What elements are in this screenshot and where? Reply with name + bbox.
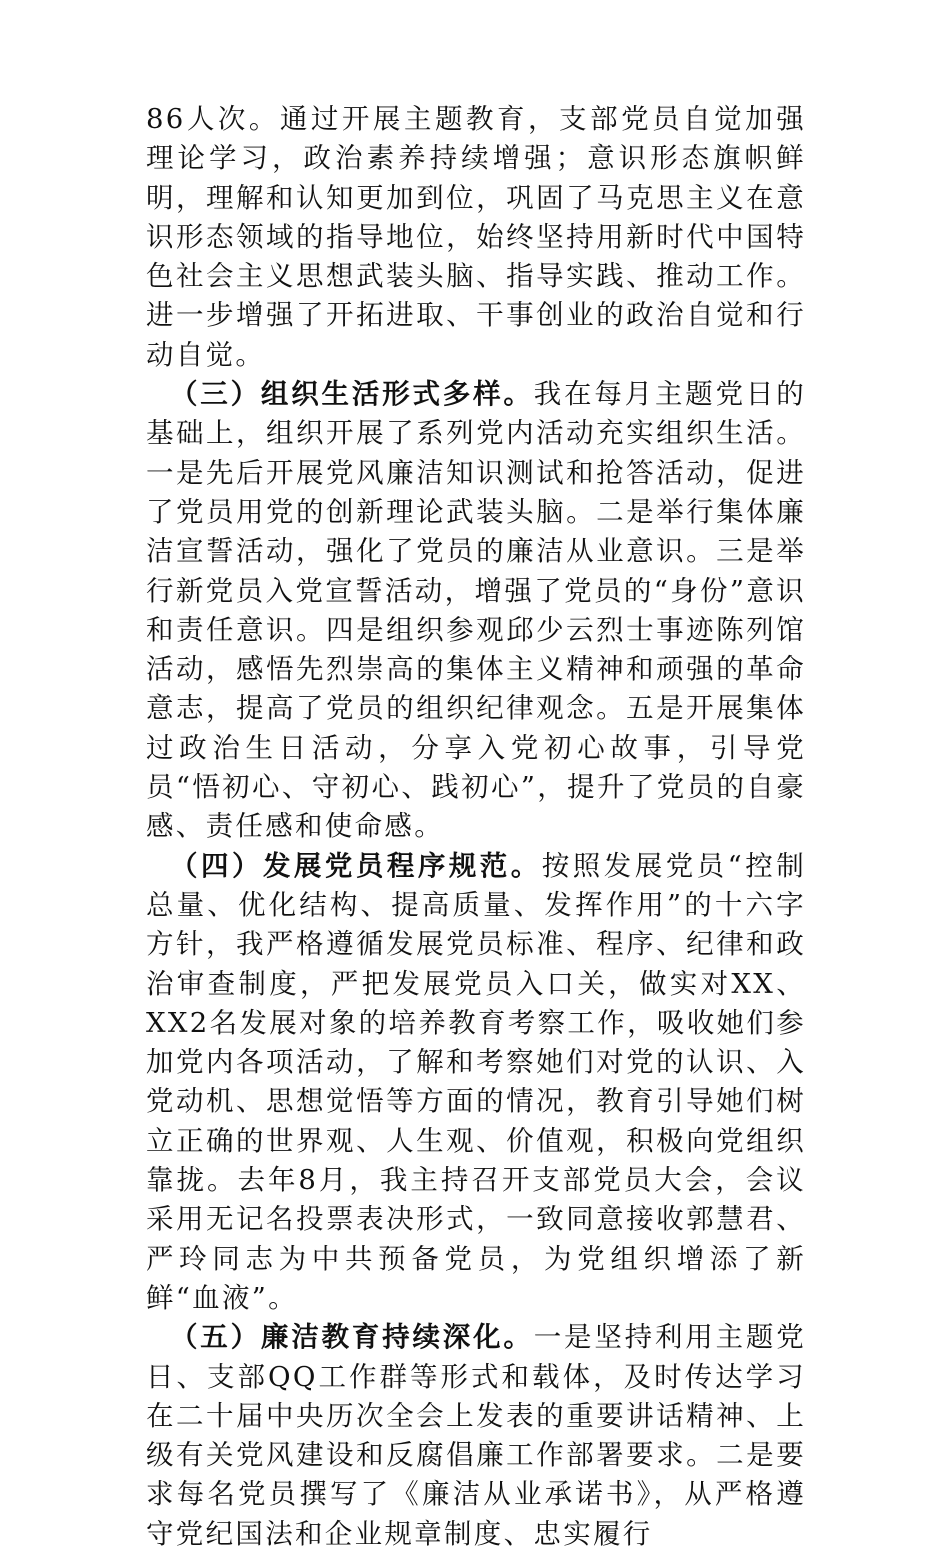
paragraph-continuation bbox=[146, 100, 806, 375]
paragraph-integrity-education bbox=[146, 1318, 806, 1554]
paragraph-text: 我在每月主题党日的基础上，组织开展了系列党内活动充实组织生活。一是先后开展党风廉洁知识测试和抢答活动，促进了党员用党的创新理论武装头脑。二是举行集体廉洁宣誓活动，强化了党员的廉洁从业意识。三是举行新党员入党宣誓活动，增强了党员的“身份”意识和责任意识。四是组织参观邱少云烈士事迹陈列馆活动，感悟先烈崇高的集体主义精神和顽强的革命意志，提高了党员的组织纪律观念。五是开展集体过政治生日活动，分享入党初心故事，引导党员“悟初心、守初心、践初心”，提升了党员的自豪感、责任感和使命感。 bbox=[146, 378, 806, 843]
paragraph-text: 按照发展党员“控制总量、优化结构、提高质量、发挥作用”的十六字方针，我严格遵循发展党员标准、程序、纪律和政治审查制度，严把发展党员入口关，做实对XX、XX2名发展对象的培养教育考察工作，吸收她们参加党内各项活动，了解和考察她们对党的认识、入党动机、思想觉悟等方面的情况，教育引导她们树立正确的世界观、人生观、价值观，积极向党组织靠拢。去年8月，我主持召开支部党员大会，会议采用无记名投票表决形式，一致同意接收郭慧君、严玲同志为中共预备党员，为党组织增添了新鲜“血液”。 bbox=[146, 849, 806, 1314]
paragraph-heading: （五）廉洁教育持续深化。 bbox=[170, 1321, 534, 1354]
document-body bbox=[146, 100, 806, 1554]
paragraph-heading: （四）发展党员程序规范。 bbox=[170, 849, 542, 882]
paragraph-member-development bbox=[146, 847, 806, 1319]
paragraph-heading: （三）组织生活形式多样。 bbox=[170, 378, 534, 411]
paragraph-organization-life bbox=[146, 375, 806, 847]
paragraph-text: 86人次。通过开展主题教育，支部党员自觉加强理论学习，政治素养持续增强；意识形态旗帜鲜明，理解和认知更加到位，巩固了马克思主义在意识形态领域的指导地位，始终坚持用新时代中国特色社会主义思想武装头脑、指导实践、推动工作。进一步增强了开拓进取、干事创业的政治自觉和行动自觉。 bbox=[146, 103, 806, 371]
paragraph-text: 一是坚持利用主题党日、支部QQ工作群等形式和载体，及时传达学习在二十届中央历次全会上发表的重要讲话精神、上级有关党风建设和反腐倡廉工作部署要求。二是要求每名党员撰写了《廉洁从业承诺书》，从严格遵守党纪国法和企业规章制度、忠实履行 bbox=[146, 1321, 806, 1550]
